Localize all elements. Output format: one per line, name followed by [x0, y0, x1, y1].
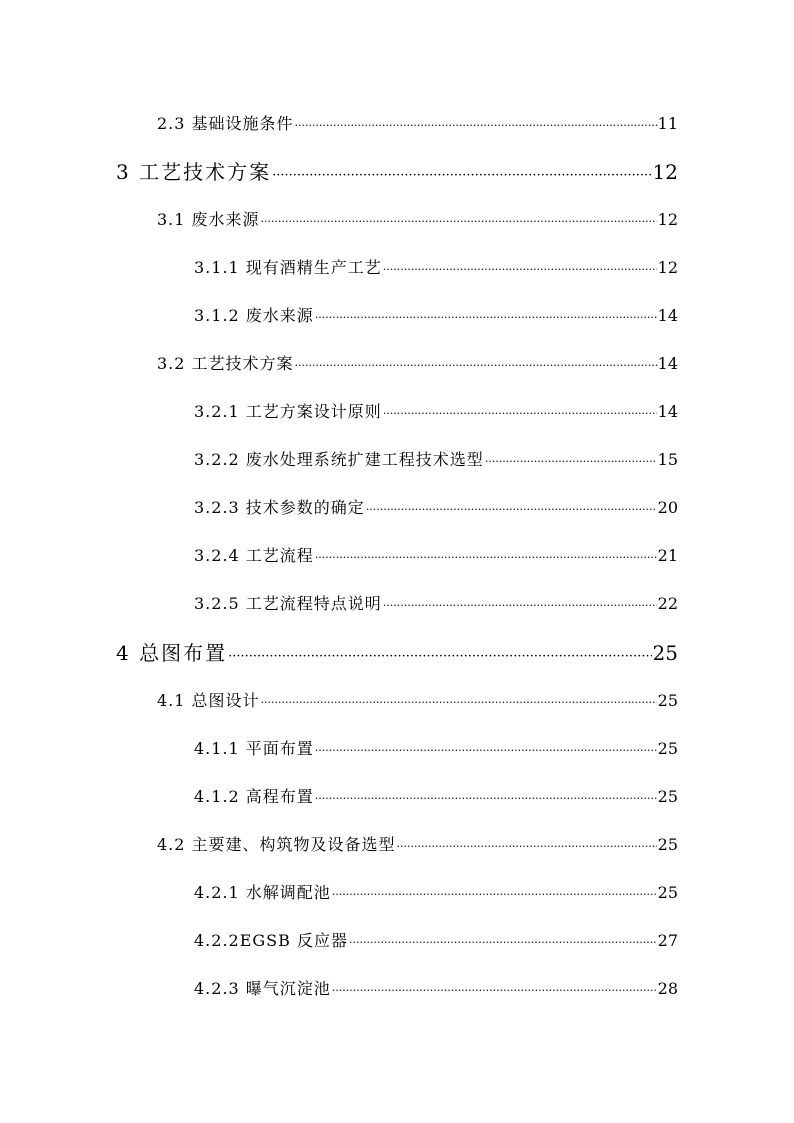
toc-entry[interactable] [194, 303, 678, 326]
toc-entry-page: 25 [657, 835, 678, 854]
toc-dot-leader [295, 114, 657, 133]
toc-entry-page: 25 [657, 739, 678, 758]
toc-entry[interactable] [157, 688, 678, 711]
toc-dot-leader [228, 641, 651, 665]
toc-dot-leader [332, 883, 657, 902]
toc-dot-leader [315, 306, 657, 325]
toc-entry-page: 12 [657, 210, 678, 229]
toc-entry-title: 3.1.1 现有酒精生产工艺 [194, 258, 382, 277]
toc-entry-page: 14 [657, 306, 678, 325]
toc-entry-page: 11 [657, 114, 678, 133]
toc-entry[interactable] [194, 255, 678, 278]
toc-entry-title: 3.2.3 技术参数的确定 [194, 498, 365, 517]
toc-dot-leader [366, 498, 657, 517]
toc-entry[interactable] [194, 976, 678, 999]
toc-dot-leader [383, 594, 657, 613]
toc-entry-page: 21 [657, 546, 678, 565]
toc-entry[interactable] [157, 111, 678, 134]
toc-entry-title: 3.2.5 工艺流程特点说明 [194, 594, 382, 613]
toc-entry[interactable] [194, 495, 678, 518]
toc-entry[interactable] [194, 543, 678, 566]
toc-entry-page: 15 [657, 450, 678, 469]
toc-dot-leader [261, 210, 657, 229]
toc-entry-title: 3.1.2 废水来源 [194, 306, 314, 325]
toc-entry[interactable] [194, 736, 678, 759]
toc-entry[interactable] [194, 784, 678, 807]
toc-entry-title: 3.2.4 工艺流程 [194, 546, 314, 565]
toc-entry-page: 25 [657, 787, 678, 806]
toc-entry-title: 3.1 废水来源 [157, 210, 260, 229]
toc-dot-leader [315, 546, 657, 565]
toc-entry-title: 4 总图布置 [116, 641, 228, 665]
toc-dot-leader [261, 691, 657, 710]
toc-entry-page: 22 [657, 594, 678, 613]
toc-entry-title: 3.2 工艺技术方案 [157, 354, 294, 373]
toc-entry-title: 4.2.2EGSB 反应器 [194, 931, 348, 950]
toc-entry-page: 25 [657, 691, 678, 710]
toc-entry-title: 2.3 基础设施条件 [157, 114, 294, 133]
toc-entry-page: 14 [657, 402, 678, 421]
toc-dot-leader [315, 787, 657, 806]
toc-entry-title: 3 工艺技术方案 [116, 160, 272, 184]
toc-entry[interactable] [194, 928, 678, 951]
toc-dot-leader [383, 402, 657, 421]
toc-entry[interactable] [157, 832, 678, 855]
toc-dot-leader [397, 835, 657, 854]
toc-entry[interactable] [116, 637, 678, 666]
toc-entry[interactable] [194, 399, 678, 422]
toc-dot-leader [383, 258, 657, 277]
toc-dot-leader [295, 354, 657, 373]
toc-entry-page: 28 [657, 979, 678, 998]
toc-entry-page: 27 [657, 931, 678, 950]
toc-entry-page: 25 [657, 883, 678, 902]
toc-dot-leader [315, 739, 657, 758]
toc-entry[interactable] [194, 447, 678, 470]
toc-entry-title: 3.2.2 废水处理系统扩建工程技术选型 [194, 450, 484, 469]
toc-dot-leader [485, 450, 657, 469]
toc-entry-title: 4.1.1 平面布置 [194, 739, 314, 758]
toc-entry-title: 4.2.1 水解调配池 [194, 883, 331, 902]
toc-entry-page: 12 [657, 258, 678, 277]
toc-entry-title: 4.1 总图设计 [157, 691, 260, 710]
toc-entry-page: 25 [652, 641, 678, 665]
toc-entry[interactable] [157, 207, 678, 230]
toc-entry[interactable] [194, 591, 678, 614]
toc-entry-title: 4.1.2 高程布置 [194, 787, 314, 806]
toc-entry-page: 20 [657, 498, 678, 517]
toc-entry-title: 4.2.3 曝气沉淀池 [194, 979, 331, 998]
toc-dot-leader [332, 979, 657, 998]
toc-entry[interactable] [194, 880, 678, 903]
toc-entry-page: 12 [652, 160, 678, 184]
toc-dot-leader [272, 160, 651, 184]
toc-entry[interactable] [116, 156, 678, 185]
toc-dot-leader [349, 931, 657, 950]
toc-entry-title: 3.2.1 工艺方案设计原则 [194, 402, 382, 421]
toc-entry-page: 14 [657, 354, 678, 373]
toc-entry-title: 4.2 主要建、构筑物及设备选型 [157, 835, 396, 854]
toc-entry[interactable] [157, 351, 678, 374]
